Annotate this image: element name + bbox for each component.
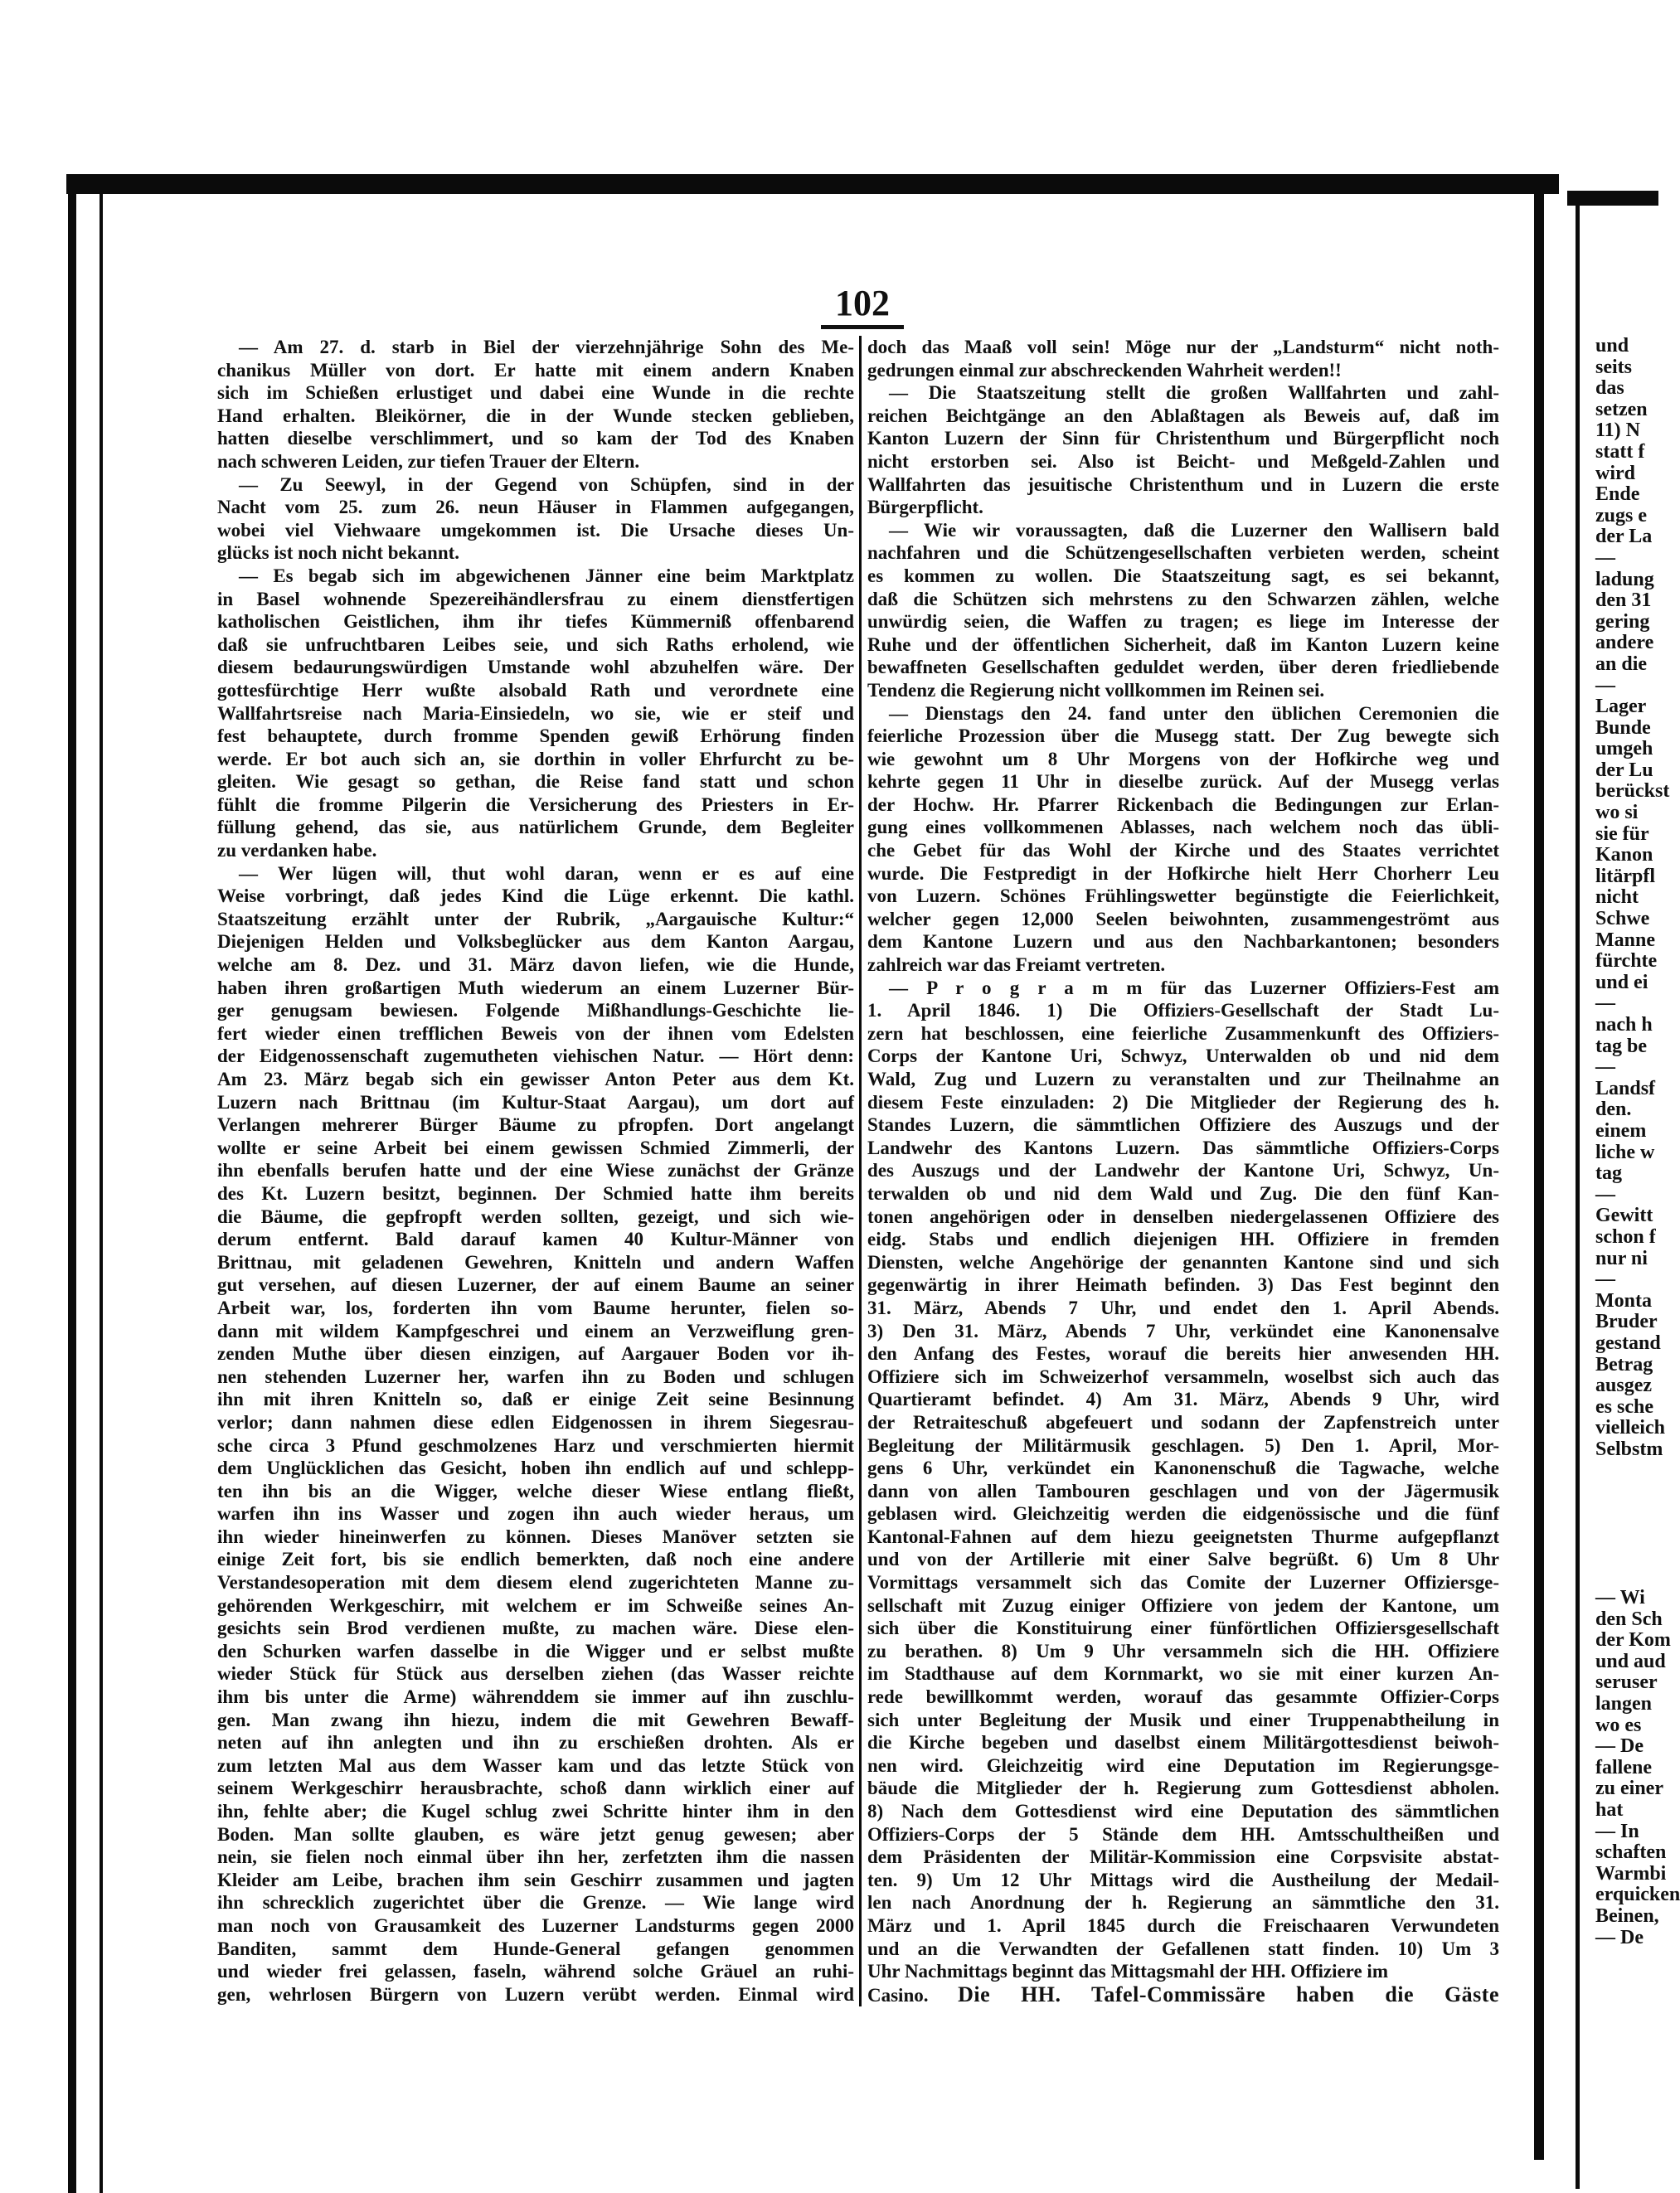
text-line: dem Präsidenten der Militär-Kommission eine Corpsvisite abstat- bbox=[867, 1846, 1499, 1868]
text-line: Wallfahrtsreise nach Maria-Einsiedeln, wo sie, wie er steif und bbox=[217, 702, 854, 724]
text-line: gung eines vollkommenen Ablasses, nach welchem noch das übli- bbox=[867, 817, 1499, 838]
fragment-line: Lager bbox=[1595, 696, 1647, 718]
text-line: fest behauptete, durch fromme Spenden gewiß Erhörung finden bbox=[217, 725, 854, 747]
fragment-line: Warmbi bbox=[1595, 1862, 1667, 1885]
text-line: Corps der Kantone Uri, Schwyz, Unterwalden ob und nid dem bbox=[867, 1046, 1499, 1067]
text-line: Offiziers-Corps der 5 Stände dem HH. Amtsschultheißen und bbox=[867, 1823, 1499, 1845]
text-line: unwürdig seien, die Waffen zu tragen; es liege im Interesse der bbox=[867, 611, 1499, 633]
text-line: nen wird. Gleichzeitig wird eine Deputation im Regierungsge- bbox=[867, 1754, 1499, 1776]
text-line: diesem Feste einzuladen: 2) Die Mitglieder der Regierung des h. bbox=[867, 1091, 1499, 1113]
text-line: zu verdanken habe. bbox=[217, 840, 377, 861]
fragment-line: gestand bbox=[1595, 1332, 1661, 1354]
fragment-line: — bbox=[1595, 1056, 1615, 1079]
text-line: Uhr Nachmittags beginnt das Mittagsmahl der HH. Offiziere im bbox=[867, 1961, 1388, 1982]
text-line: Standes Luzern, die sämmtlichen Offiziere des Auszugs und der bbox=[867, 1114, 1499, 1136]
text-line: geblasen wird. Gleichzeitig werden die eidgenössische und die fünf bbox=[867, 1503, 1499, 1525]
text-line: katholischen Geistlichen, ihm ihr tiefes Kümmerniß offenbarend bbox=[217, 611, 854, 633]
text-line: ihn schrecklich zugerichtet über die Grenze. — Wie lange wird bbox=[217, 1892, 854, 1914]
fragment-line: und bbox=[1595, 335, 1629, 357]
text-line: fert wieder einen trefflichen Beweis von der ihnen vom Edelsten bbox=[217, 1022, 854, 1044]
fragment-line: nicht bbox=[1595, 886, 1639, 909]
fragment-line: liche w bbox=[1595, 1141, 1655, 1163]
text-line: ihn wieder hineinwerfen zu können. Dieses Manöver setzten sie bbox=[217, 1526, 854, 1547]
text-line: hatten dieselbe verschlimmert, und so kam der Tod des Knaben bbox=[217, 428, 854, 449]
text-line: ihn mit ihren Knitteln so, daß er einige Zeit seine Besinnung bbox=[217, 1389, 854, 1410]
text-line: fühlt die fromme Pilgerin die Versicherung des Priesters in Er- bbox=[217, 793, 854, 815]
text-line: kehrte gegen 11 Uhr in dieselbe zurück. Auf der Musegg verlas bbox=[867, 771, 1499, 793]
text-line: nen stehenden Luzerner her, warfen ihn zu Boden und schlugen bbox=[217, 1366, 854, 1387]
fragment-line: den Sch bbox=[1595, 1608, 1663, 1630]
fragment-line: — bbox=[1595, 1269, 1615, 1291]
text-line: es kommen zu wollen. Die Staatszeitung sagt, es sei bekannt, bbox=[867, 565, 1499, 586]
text-line: diesem bedaurungswürdigen Umstande wohl abzuhelfen wäre. Der bbox=[217, 657, 854, 678]
fragment-line: andere bbox=[1595, 632, 1654, 654]
text-line: Brittnau, mit geladenen Gewehren, Knitteln und andern Waffen bbox=[217, 1251, 854, 1273]
text-line: den Anfang des Festes, worauf die bereits hier anwesenden HH. bbox=[867, 1343, 1499, 1365]
fragment-line: wo si bbox=[1595, 802, 1639, 824]
text-line: che Gebet für das Wohl der Kirche und des Staates verrichtet bbox=[867, 840, 1499, 861]
fragment-line: Landsf bbox=[1595, 1077, 1656, 1099]
text-line: Diejenigen Helden und Volksbeglücker aus dem Kanton Aargau, bbox=[217, 931, 854, 953]
text-line: glücks ist noch nicht bekannt. bbox=[217, 542, 460, 564]
text-line: welche am 8. Dez. und 31. März davon liefen, wie die Hunde, bbox=[217, 954, 854, 976]
text-line: sich über die Konstituirung einer fünförtlichen Offiziersgesellschaft bbox=[867, 1618, 1499, 1639]
text-line: Nacht vom 25. zum 26. neun Häuser in Flammen aufgegangen, bbox=[217, 497, 854, 518]
text-line: Diensten, welche Angehörige der genannten Kantone sind und sich bbox=[867, 1251, 1499, 1273]
fragment-line: — In bbox=[1595, 1820, 1639, 1842]
text-line: — Die Staatszeitung stellt die großen Wallfahrten und zahl- bbox=[889, 382, 1499, 404]
text-line: gleiten. Wie gesagt so gethan, die Reise fand statt und schon bbox=[217, 771, 854, 793]
text-line: Vormittags versammelt sich das Comite der Luzerner Offiziersge- bbox=[867, 1572, 1499, 1594]
text-line: neten auf ihn anlegten und ihn zu erschießen drohten. Als er bbox=[217, 1732, 854, 1754]
text-line: ihn ebenfalls berufen hatte und der eine Wiese zunächst der Gränze bbox=[217, 1160, 854, 1181]
fragment-line: Bunde bbox=[1595, 716, 1651, 739]
fragment-line: litärpfl bbox=[1595, 865, 1655, 887]
text-line: rede bewillkommt werden, worauf das gesammte Offizier-Corps bbox=[867, 1686, 1499, 1708]
text-line: in Basel wohnende Spezereihändlersfrau zu einem dienstfertigen bbox=[217, 588, 854, 609]
text-line: dann mit wildem Kampfgeschrei und einem an Verzweiflung gren- bbox=[217, 1320, 854, 1342]
fragment-line: das bbox=[1595, 377, 1624, 400]
fragment-line: tag be bbox=[1595, 1035, 1647, 1057]
text-line: gut versehen, auf diesen Luzerner, der auf einem Baume an seiner bbox=[217, 1274, 854, 1296]
text-line: und an die Verwandten der Gefallenen statt finden. 10) Um 3 bbox=[867, 1938, 1499, 1959]
text-line: des Kt. Luzern besitzt, beginnen. Der Schmied hatte ihm bereits bbox=[217, 1182, 854, 1204]
fragment-line: erquicken bbox=[1595, 1884, 1680, 1906]
right-text-column bbox=[867, 336, 1499, 2006]
text-line: warfen ihn ins Wasser und zogen ihn auch wieder heraus, um bbox=[217, 1503, 854, 1525]
text-line: der Eidgenossenschaft zugemutheten viehischen Natur. — Hört denn: bbox=[217, 1046, 854, 1067]
text-line: gegenwärtig in ihrer Heimath befinden. 3) Das Fest beginnt den bbox=[867, 1274, 1499, 1296]
text-line: werde. Er bot auch sich an, sie dorthin in voller Ehrfurcht zu be- bbox=[217, 748, 854, 769]
text-line: man noch von Grausamkeit des Luzerner Landsturms gegen 2000 bbox=[217, 1914, 854, 1936]
fragment-line: fürchte bbox=[1595, 950, 1658, 973]
text-line: zu berathen. 8) Um 9 Uhr versammeln sich die HH. Offiziere bbox=[867, 1640, 1499, 1662]
text-line: Ruhe und der öffentlichen Sicherheit, daß im Kanton Luzern keine bbox=[867, 633, 1499, 655]
fragment-line: hat bbox=[1595, 1798, 1624, 1821]
page-number-rule bbox=[821, 325, 904, 329]
text-line bbox=[867, 1983, 1499, 2006]
text-line: doch das Maaß voll sein! Möge nur der „Landsturm“ nicht noth- bbox=[867, 337, 1499, 357]
top-frame-rule bbox=[66, 174, 1559, 194]
text-line: 1. April 1846. 1) Die Offiziers-Gesellschaft der Stadt Lu- bbox=[867, 1000, 1499, 1021]
text-line: daß die Schützen sich mehrstens zu den Schwarzen zählen, welche bbox=[867, 588, 1499, 609]
text-line: ger genugsam bewiesen. Folgende Mißhandlungs-Geschichte lie- bbox=[217, 1000, 854, 1021]
fragment-line: — bbox=[1595, 546, 1615, 569]
text-line: Kantonal-Fahnen auf dem hiezu geeignetsten Thurme aufgepflanzt bbox=[867, 1526, 1499, 1547]
text-line: zahlreich war das Freiamt vertreten. bbox=[867, 954, 1166, 976]
fragment-line: sie für bbox=[1595, 822, 1649, 845]
text-line: Weise vorbringt, daß jedes Kind die Lüge erkennt. Die kathl. bbox=[217, 885, 854, 907]
text-line: ihm bis unter die Arme) währenddem sie immer auf ihn zuschlu- bbox=[217, 1686, 854, 1708]
text-line: Staatszeitung erzählt unter der Rubrik, „Aargauische Kultur:“ bbox=[217, 908, 854, 929]
text-line: Luzern nach Brittnau (im Kultur-Staat Aargau), um dort auf bbox=[217, 1091, 854, 1113]
text-line: Banditen, sammt dem Hunde-General gefangen genommen bbox=[217, 1938, 854, 1959]
fragment-line: — bbox=[1595, 1183, 1615, 1206]
text-line: nicht erstorben sei. Also ist Beicht- und Meßgeld-Zahlen und bbox=[867, 450, 1499, 472]
text-line: den Schurken warfen dasselbe in die Wigger und er selbst mußte bbox=[217, 1640, 854, 1662]
fragment-line: 11) N bbox=[1595, 420, 1640, 442]
text-line: ihn, fehlte aber; die Kugel schlug zwei Schritte hinter ihm in den bbox=[217, 1801, 854, 1822]
text-line: — Dienstags den 24. fand unter den üblichen Ceremonien die bbox=[889, 702, 1499, 724]
text-line: gen, wehrlosen Bürgern von Luzern verübt werden. Einmal wird bbox=[217, 1983, 854, 2005]
fragment-line: Betrag bbox=[1595, 1353, 1653, 1375]
text-line: bewaffneten Gesellschaften geduldet werden, über deren friedliebende bbox=[867, 657, 1499, 678]
fragment-line: nach h bbox=[1595, 1014, 1653, 1036]
text-line: derum entfernt. Bald darauf kamen 40 Kultur-Männer von bbox=[217, 1229, 854, 1250]
text-line: Am 23. März begab sich ein gewisser Anton Peter aus dem Kt. bbox=[217, 1069, 854, 1089]
text-line: der Retraiteschuß abgefeuert und sodann der Zapfenstreich unter bbox=[867, 1411, 1499, 1433]
fragment-line: zu einer bbox=[1595, 1778, 1663, 1800]
fragment-line: zugs e bbox=[1595, 504, 1647, 526]
text-line: haben ihren großartigen Muth wiederum an einem Luzerner Bür- bbox=[217, 977, 854, 998]
text-line: ten ihn bis an die Wigger, welche dieser Wiese entlang fließt, bbox=[217, 1480, 854, 1502]
fragment-line: wo es bbox=[1595, 1714, 1642, 1736]
fragment-line: der Kom bbox=[1595, 1629, 1671, 1652]
text-line: Landwehr des Kantons Luzern. Das sämmtliche Offiziers-Corps bbox=[867, 1137, 1499, 1158]
text-line: nein, sie fielen noch einmal über ihn her, zerfetzten ihm die nassen bbox=[217, 1846, 854, 1868]
display-type-heading: Die HH. Tafel-Commissäre haben die Gäste bbox=[958, 1982, 1499, 2006]
fragment-line: den 31 bbox=[1595, 589, 1652, 612]
fragment-line: den. bbox=[1595, 1099, 1632, 1121]
text-line: von Luzern. Schönes Frühlingswetter begünstigte die Feierlichkeit, bbox=[867, 885, 1499, 907]
fragment-line: seruser bbox=[1595, 1671, 1658, 1694]
fragment-line: — De bbox=[1595, 1926, 1644, 1948]
text-line: Verstandesoperation mit dem diesem elend zugerichteten Manne zu- bbox=[217, 1572, 854, 1594]
text-line: Quartieramt befindet. 4) Am 31. März, Abends 9 Uhr, wird bbox=[867, 1389, 1499, 1410]
right-frame-rule bbox=[1534, 187, 1544, 2160]
text-line: — Am 27. d. starb in Biel der vierzehnjährige Sohn des Me- bbox=[239, 337, 854, 357]
fragment-line: Beinen, bbox=[1595, 1904, 1659, 1927]
text-line: Hand erhalten. Bleikörner, die in der Wunde stecken geblieben, bbox=[217, 405, 854, 426]
text-line: Kleider am Leibe, brachen ihm sein Geschirr zusammen und jagten bbox=[217, 1869, 854, 1890]
text-line: Arbeit war, los, forderten ihn vom Baume herunter, fielen so- bbox=[217, 1297, 854, 1318]
text-line: gottesfürchtige Herr wußte alsobald Rath und verordnete eine bbox=[217, 679, 854, 701]
text-line: zum letzten Mal aus dem Wasser kam und das letzte Stück von bbox=[217, 1754, 854, 1776]
text-line: Offiziere sich im Schweizerhof versammeln, woselbst sich auch das bbox=[867, 1366, 1499, 1387]
text-line: zenden Muthe über diesen einzigen, auf Aargauer Boden vor ih- bbox=[217, 1343, 854, 1365]
fragment-line: an die bbox=[1595, 653, 1648, 675]
fragment-line: gering bbox=[1595, 610, 1650, 633]
fragment-line: und ei bbox=[1595, 971, 1648, 993]
next-page-column-fragment-bottom bbox=[1595, 1587, 1680, 1948]
text-line: Tendenz die Regierung nicht vollkommen im Reinen sei. bbox=[867, 679, 1325, 701]
fragment-line: Ende bbox=[1595, 483, 1640, 506]
fragment-line: der Lu bbox=[1595, 759, 1653, 781]
text-line: 3) Den 31. März, Abends 7 Uhr, verkündet eine Kanonensalve bbox=[867, 1320, 1499, 1342]
text-line: Wallfahrten das jesuitische Christenthum und in Luzern die erste bbox=[867, 473, 1499, 495]
text-line: — Zu Seewyl, in der Gegend von Schüpfen, sind in der bbox=[239, 473, 854, 495]
fragment-line: tag bbox=[1595, 1162, 1622, 1185]
fragment-line: der La bbox=[1595, 526, 1653, 548]
text-line: wieder Stück für Stück aus derselben ziehen (das Wasser reichte bbox=[217, 1663, 854, 1685]
text-line-start: Casino. bbox=[867, 1984, 929, 2006]
next-page-column-fragment-top bbox=[1595, 336, 1670, 1460]
text-line: Bürgerpflicht. bbox=[867, 497, 983, 518]
fragment-line: und aud bbox=[1595, 1650, 1666, 1672]
text-line: — Es begab sich im abgewichenen Jänner eine beim Marktplatz bbox=[239, 565, 854, 586]
text-line: dem Unglücklichen das Gesicht, hoben ihn endlich auf und schlepp- bbox=[217, 1458, 854, 1479]
text-line: reichen Beichtgänge an den Ablaßtagen als Beweis auf, daß im bbox=[867, 405, 1499, 426]
fragment-line: einem bbox=[1595, 1119, 1647, 1142]
text-line: chanikus Müller von dort. Er hatte mit einem andern Knaben bbox=[217, 359, 854, 381]
fragment-line: vielleich bbox=[1595, 1417, 1665, 1439]
fragment-line: Kanon bbox=[1595, 844, 1653, 866]
fragment-line: Selbstm bbox=[1595, 1438, 1663, 1460]
fragment-line: Monta bbox=[1595, 1289, 1652, 1312]
fragment-line: Manne bbox=[1595, 929, 1655, 951]
text-line: sich unter Begleitung der Musik und einer Truppenabtheilung in bbox=[867, 1709, 1499, 1730]
fragment-line: setzen bbox=[1595, 398, 1648, 420]
text-line: eidg. Stabs und endlich diejenigen HH. Offiziere in fremden bbox=[867, 1229, 1499, 1250]
text-line: wobei viel Viehwaare umgekommen ist. Die Ursache dieses Un- bbox=[217, 519, 854, 541]
text-line: — P r o g r a m m für das Luzerner Offiziers-Fest am bbox=[889, 977, 1499, 998]
fragment-line: umgeh bbox=[1595, 738, 1653, 760]
text-line: Verlangen mehrerer Bürger Bäume zu pfropfen. Dort angelangt bbox=[217, 1114, 854, 1136]
text-line: März und 1. April 1845 durch die Freischaaren Verwundeten bbox=[867, 1914, 1499, 1936]
text-line: welcher gegen 12,000 Seelen beiwohnten, zusammengeströmt aus bbox=[867, 908, 1499, 929]
text-line: im Stadthause auf dem Kornmarkt, wo sie mit einer kurzen An- bbox=[867, 1663, 1499, 1685]
text-line: 31. März, Abends 7 Uhr, und endet den 1. April Abends. bbox=[867, 1297, 1499, 1318]
text-line: die Bäume, die gepfropft werden sollten, gezeigt, und sich wie- bbox=[217, 1206, 854, 1227]
text-line: gedrungen einmal zur abschreckenden Wahrheit werden!! bbox=[867, 359, 1342, 381]
left-inner-rule bbox=[100, 192, 103, 2193]
text-line: 8) Nach dem Gottesdienst wird eine Deputation des sämmtlichen bbox=[867, 1801, 1499, 1822]
text-line: — Wie wir voraussagten, daß die Luzerner den Wallisern bald bbox=[889, 519, 1499, 541]
text-line: einige Zeit fort, bis sie endlich bemerkten, daß noch eine andere bbox=[217, 1549, 854, 1570]
text-line: wurde. Die Festpredigt in der Hofkirche hielt Herr Chorherr Leu bbox=[867, 862, 1499, 884]
fragment-line: berückst bbox=[1595, 780, 1670, 803]
text-line: sich im Schießen erlustiget und dabei eine Wunde in die rechte bbox=[217, 382, 854, 404]
left-frame-rule bbox=[68, 174, 76, 2193]
text-line: dann von allen Tambouren geschlagen und von der Jägermusik bbox=[867, 1480, 1499, 1502]
page-number: 102 bbox=[835, 283, 890, 323]
text-line: gen. Man zwang ihn hiezu, indem die mit Gewehren Bewaff- bbox=[217, 1709, 854, 1730]
text-line: bäude die Mitglieder der h. Regierung zum Gottesdienst abholen. bbox=[867, 1778, 1499, 1799]
text-line: dem Kantone Luzern und aus den Nachbarkantonen; besonders bbox=[867, 931, 1499, 953]
text-line: nach schweren Leiden, zur tiefen Trauer der Eltern. bbox=[217, 450, 640, 472]
fragment-line: wird bbox=[1595, 462, 1635, 484]
text-line: der Hochw. Hr. Pfarrer Rickenbach die Bedingungen zur Erlan- bbox=[867, 793, 1499, 815]
text-line: terwalden ob und nid dem Wald und Zug. Die den fünf Kan- bbox=[867, 1182, 1499, 1204]
fragment-line: ausgez bbox=[1595, 1375, 1652, 1397]
text-line: feierliche Prozession über die Musegg statt. Der Zug bewegte sich bbox=[867, 725, 1499, 747]
fragment-line: — bbox=[1595, 674, 1615, 696]
text-line: daß sie unfruchtbaren Leibes seie, und sich Raths erholend, wie bbox=[217, 633, 854, 655]
text-line: Kanton Luzern der Sinn für Christenthum und Bürgerpflicht noch bbox=[867, 428, 1499, 449]
text-line: und von der Artillerie mit einer Salve begrüßt. 6) Um 8 Uhr bbox=[867, 1549, 1499, 1570]
fragment-line: es sche bbox=[1595, 1395, 1653, 1418]
fragment-line: nur ni bbox=[1595, 1247, 1648, 1269]
fragment-line: schaften bbox=[1595, 1841, 1667, 1864]
fragment-line: langen bbox=[1595, 1692, 1653, 1715]
column-separator bbox=[859, 336, 862, 2006]
text-line: nachfahren und die Schützengesellschaften verbieten werden, scheint bbox=[867, 542, 1499, 564]
text-line: die Kirche begeben und daselbst einem Militärgottesdienst beiwoh- bbox=[867, 1732, 1499, 1754]
text-line: len nach Anordnung der h. Regierung an sämmtliche den 31. bbox=[867, 1892, 1499, 1914]
text-line: — Wer lügen will, thut wohl daran, wenn er es auf eine bbox=[239, 862, 854, 884]
text-line: gens 6 Uhr, verkündet ein Kanonenschuß die Tagwache, welche bbox=[867, 1458, 1499, 1479]
next-page-top-rule bbox=[1567, 191, 1658, 206]
text-line: verlor; dann nahmen diese edlen Eidgenossen in ihrem Siegesrau- bbox=[217, 1411, 854, 1433]
fragment-line: — Wi bbox=[1595, 1587, 1645, 1608]
text-line: gesichts sein Brod verdienen mußte, zu machen wäre. Diese elen- bbox=[217, 1618, 854, 1639]
text-line: seinem Werkgeschirr herausbrachte, schoß dann wirklich einer auf bbox=[217, 1778, 854, 1799]
fragment-line: Schwe bbox=[1595, 908, 1650, 930]
text-line: füllung gehend, das sie, aus natürlichem Grunde, dem Begleiter bbox=[217, 817, 854, 838]
fragment-line: seits bbox=[1595, 356, 1632, 378]
fragment-line: fallene bbox=[1595, 1756, 1652, 1778]
fragment-line: ladung bbox=[1595, 568, 1654, 590]
text-line: ten. 9) Um 12 Uhr Mittags wird die Austheilung der Medail- bbox=[867, 1869, 1499, 1890]
text-line: wollte er seine Arbeit bei einem gewissen Schmied Zimmerli, der bbox=[217, 1137, 854, 1158]
fragment-line: — bbox=[1595, 992, 1615, 1015]
left-text-column bbox=[217, 336, 854, 2006]
text-line: zern hat beschlossen, eine feierliche Zusammenkunft des Offiziers- bbox=[867, 1022, 1499, 1044]
fragment-line: schon f bbox=[1595, 1225, 1656, 1248]
text-line: wie gewohnt um 8 Uhr Morgens von der Hofkirche weg und bbox=[867, 748, 1499, 769]
text-line: und wieder frei gelassen, faseln, während solche Gräuel an ruhi- bbox=[217, 1961, 854, 1982]
fragment-line: Bruder bbox=[1595, 1311, 1658, 1333]
text-line: sellschaft mit Zuzug einiger Offiziere von jedem der Kantone, um bbox=[867, 1594, 1499, 1616]
text-line: sche circa 3 Pfund geschmolzenes Harz und verschmierten hiermit bbox=[217, 1434, 854, 1456]
fragment-line: — De bbox=[1595, 1735, 1644, 1758]
fragment-line: statt f bbox=[1595, 440, 1645, 463]
fragment-line: Gewitt bbox=[1595, 1205, 1653, 1227]
text-line: tonen angehörigen oder in denselben niedergelassenen Offiziere des bbox=[867, 1206, 1499, 1227]
next-page-left-rule bbox=[1576, 199, 1580, 2189]
text-line: des Auszugs und der Landwehr der Kantone Uri, Schwyz, Un- bbox=[867, 1160, 1499, 1181]
text-line: gehörenden Werkgeschirr, mit welchem er im Schweiße seines An- bbox=[217, 1594, 854, 1616]
text-line: Boden. Man sollte glauben, es wäre jetzt genug gewesen; aber bbox=[217, 1823, 854, 1845]
text-line: Wald, Zug und Luzern zu veranstalten und zur Theilnahme an bbox=[867, 1069, 1499, 1089]
text-line: Begleitung der Militärmusik geschlagen. 5) Den 1. April, Mor- bbox=[867, 1434, 1499, 1456]
